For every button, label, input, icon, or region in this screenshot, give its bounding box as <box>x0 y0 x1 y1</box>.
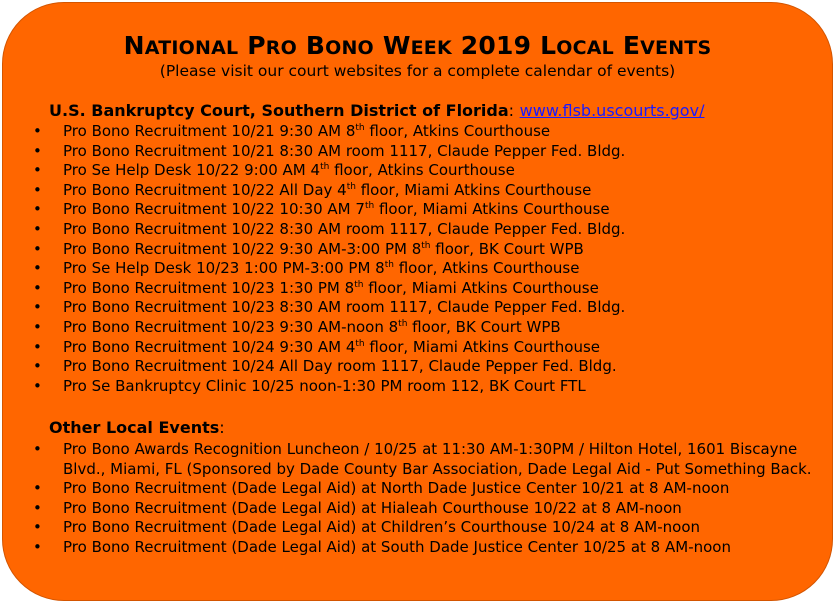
bullet-icon: • <box>33 278 42 297</box>
list-item <box>3 538 815 558</box>
event-text: Pro Bono Recruitment 10/22 All Day 4 <box>63 180 347 199</box>
event-text: Pro Bono Awards Recognition Luncheon / 10/25 at 11:30 AM-1:30PM / Hilton Hotel, 1601 Biscayne Blvd., Miami, FL (Sponsored by Dade County Bar Association, Dade Legal Aid - Put Something Back. <box>63 440 812 478</box>
list-item <box>3 298 625 318</box>
bullet-icon: • <box>33 141 42 160</box>
bullet-icon: • <box>33 200 42 219</box>
bankruptcy-events-list <box>3 122 625 396</box>
event-text: floor, Miami Atkins Courthouse <box>363 278 599 297</box>
event-text: Pro Bono Recruitment 10/24 9:30 AM 4 <box>63 337 356 356</box>
event-text: Pro Bono Recruitment (Dade Legal Aid) at Hialeah Courthouse 10/22 at 8 AM-noon <box>63 498 682 517</box>
event-text: floor, Miami Atkins Courthouse <box>374 200 610 219</box>
ordinal-suffix: th <box>364 201 375 212</box>
event-text: Pro Se Help Desk 10/23 1:00 PM-3:00 PM 8 <box>63 259 385 278</box>
event-text: floor, Miami Atkins Courthouse <box>355 180 592 199</box>
event-text: Pro Se Bankruptcy Clinic 10/25 noon-1:30 PM room 112, BK Court FTL <box>63 376 586 395</box>
list-item <box>3 200 625 220</box>
list-item <box>3 357 625 377</box>
ordinal-suffix: th <box>354 279 364 290</box>
list-item <box>3 479 815 499</box>
event-text: Pro Se Help Desk 10/22 9:00 AM 4 <box>63 161 321 180</box>
list-item <box>3 220 625 240</box>
list-item <box>3 240 625 260</box>
page-title: NATIONAL PRO BONO WEEK 2019 LOCAL EVENTS <box>123 31 712 60</box>
bankruptcy-court-heading: U.S. Bankruptcy Court, Southern District of Florida: www.flsb.uscourts.gov/ <box>49 101 705 120</box>
event-text: Pro Bono Recruitment 10/23 8:30 AM room 1117, Claude Pepper Fed. Bldg. <box>63 298 626 317</box>
bullet-icon: • <box>33 337 42 356</box>
event-text: floor, Miami Atkins Courthouse <box>364 337 601 356</box>
bullet-icon: • <box>33 161 42 180</box>
bullet-icon: • <box>33 440 42 458</box>
ordinal-suffix: th <box>421 240 431 251</box>
bullet-icon: • <box>33 357 42 376</box>
list-item <box>3 122 625 142</box>
bullet-icon: • <box>33 180 42 199</box>
event-text: Pro Bono Recruitment 10/23 9:30 AM-noon 8 <box>63 317 399 336</box>
list-item <box>3 338 625 358</box>
bullet-icon: • <box>33 298 42 317</box>
event-text: floor, Atkins Courthouse <box>393 259 580 278</box>
ordinal-suffix: th <box>346 181 356 192</box>
bullet-icon: • <box>33 498 42 517</box>
list-item <box>3 181 625 201</box>
bullet-icon: • <box>33 122 42 140</box>
event-text: floor, BK Court WPB <box>430 239 584 258</box>
list-item <box>3 142 625 162</box>
event-text: Pro Bono Recruitment 10/24 All Day room 1117, Claude Pepper Fed. Bldg. <box>63 357 617 376</box>
list-item <box>3 440 815 479</box>
bullet-icon: • <box>33 537 42 556</box>
bankruptcy-court-link[interactable]: www.flsb.uscourts.gov/ <box>519 101 705 120</box>
event-text: Pro Bono Recruitment (Dade Legal Aid) at Children’s Courthouse 10/24 at 8 AM-noon <box>63 518 701 537</box>
event-text: Pro Bono Recruitment 10/21 9:30 AM 8 <box>63 122 356 140</box>
ordinal-suffix: th <box>384 260 394 271</box>
ordinal-suffix: th <box>355 123 365 133</box>
event-text: floor, BK Court WPB <box>407 317 561 336</box>
event-text: Pro Bono Recruitment 10/21 8:30 AM room 1117, Claude Pepper Fed. Bldg. <box>63 141 626 160</box>
list-item <box>3 318 625 338</box>
page-subtitle: (Please visit our court websites for a complete calendar of events) <box>159 62 676 80</box>
ordinal-suffix: th <box>398 318 408 329</box>
event-text: floor, Atkins Courthouse <box>364 122 551 140</box>
bullet-icon: • <box>33 479 42 498</box>
bullet-icon: • <box>33 259 42 278</box>
bullet-icon: • <box>33 239 42 258</box>
bullet-icon: • <box>33 219 42 238</box>
list-item <box>3 499 815 519</box>
event-text: Pro Bono Recruitment 10/22 10:30 AM 7 <box>63 200 365 219</box>
event-text: Pro Bono Recruitment (Dade Legal Aid) at North Dade Justice Center 10/21 at 8 AM-noon <box>63 479 730 498</box>
events-card <box>2 2 833 601</box>
other-events-heading: Other Local Events: <box>49 418 225 437</box>
list-item <box>3 161 625 181</box>
event-text: Pro Bono Recruitment 10/23 1:30 PM 8 <box>63 278 355 297</box>
event-text: Pro Bono Recruitment (Dade Legal Aid) at South Dade Justice Center 10/25 at 8 AM-noon <box>63 537 731 556</box>
bullet-icon: • <box>33 317 42 336</box>
list-item <box>3 377 625 397</box>
event-text: floor, Atkins Courthouse <box>329 161 515 180</box>
event-text: Pro Bono Recruitment 10/22 9:30 AM-3:00 PM 8 <box>63 239 422 258</box>
event-text: Pro Bono Recruitment 10/22 8:30 AM room 1117, Claude Pepper Fed. Bldg. <box>63 219 626 238</box>
bullet-icon: • <box>33 518 42 537</box>
list-item <box>3 518 815 538</box>
ordinal-suffix: th <box>320 162 330 173</box>
list-item <box>3 259 625 279</box>
bullet-icon: • <box>33 376 42 395</box>
ordinal-suffix: th <box>355 338 365 349</box>
other-events-list <box>3 440 815 558</box>
list-item <box>3 279 625 299</box>
